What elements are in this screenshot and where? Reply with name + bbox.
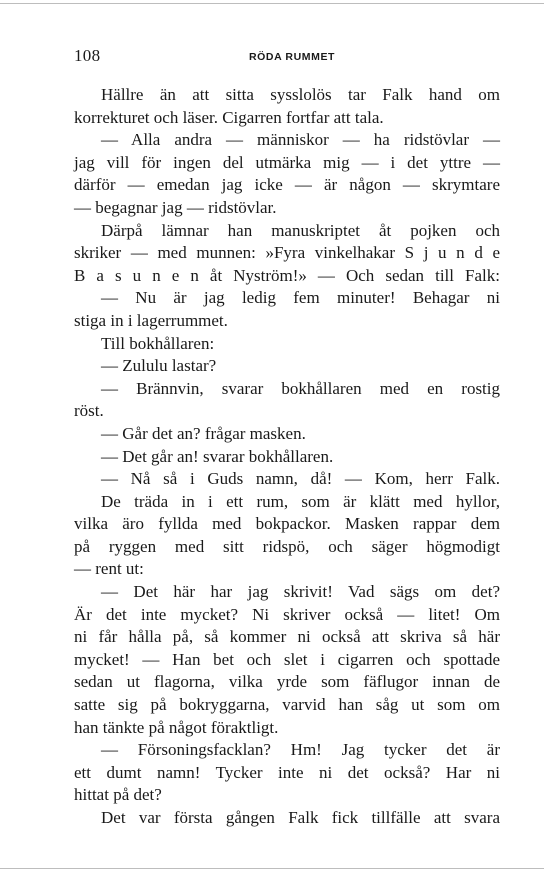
text-line: De träda in i ett rum, som är klätt med hyllor, <box>101 491 500 511</box>
page-bottom-edge <box>0 868 544 869</box>
text-line: — Nå så i Guds namn, då! — Kom, herr Falk. <box>101 469 500 489</box>
text-line: ni får hålla på, så kommer ni också att skriva så här <box>74 627 500 647</box>
page-top-edge <box>0 3 544 4</box>
text-line: sedan ut flagorna, vilka yrde som fäflugor innan de <box>74 672 500 692</box>
text-line: på ryggen med sitt ridspö, och säger högmodigt <box>74 536 500 556</box>
text-line: — Brännvin, svarar bokhållaren med en rostig <box>101 378 500 398</box>
text-line: röst. <box>74 401 104 421</box>
text-line: — Går det an? frågar masken. <box>101 423 306 443</box>
text-line: korrekturet och läser. Cigarren fortfar att tala. <box>74 107 384 127</box>
text-line: hittat på det? <box>74 785 162 805</box>
text-line: han tänkte på något föraktligt. <box>74 717 279 737</box>
text-line: — begagnar jag — ridstövlar. <box>74 197 277 217</box>
text-line: — Zululu lastar? <box>101 356 217 376</box>
text-line: satte sig på bokryggarna, varvid han såg ut som om <box>74 695 500 715</box>
text-line: Därpå lämnar han manuskriptet åt pojken och <box>101 220 500 240</box>
text-line: Det var första gången Falk fick tillfälle att svara <box>101 808 500 827</box>
text-line: — Det här har jag skrivit! Vad sägs om det? <box>101 582 500 602</box>
text-line: Är det inte mycket? Ni skriver också — litet! Om <box>74 604 500 624</box>
text-line: — Försoningsfacklan? Hm! Jag tycker det är <box>101 740 500 760</box>
text-line: — rent ut: <box>74 559 144 579</box>
text-line: mycket! — Han bet och slet i cigarren och spottade <box>74 649 500 669</box>
text-line: stiga in i lagerrummet. <box>74 310 228 330</box>
running-title: RÖDA RUMMET <box>248 51 336 63</box>
text-line: Hällre än att sitta sysslolös tar Falk hand om <box>101 85 500 104</box>
text-line: därför — emedan jag icke — är någon — skrymtare <box>74 175 500 195</box>
text-line: — Nu är jag ledig fem minuter! Behagar ni <box>101 288 500 308</box>
text-line: skriker — med munnen: »Fyra vinkelhakar S j u n d e <box>74 243 500 263</box>
text-line: vilka äro fyllda med bokpackor. Masken rappar dem <box>74 514 500 534</box>
text-line: ett dumt namn! Tycker inte ni det också? Har ni <box>74 762 500 782</box>
text-line: B a s u n e n åt Nyström!» — Och sedan till Falk: <box>74 265 500 285</box>
text-line: — Det går an! svarar bokhållaren. <box>101 446 334 466</box>
page-header <box>74 46 500 68</box>
text-line: Till bokhållaren: <box>101 333 215 353</box>
text-line: — Alla andra — människor — ha ridstövlar — <box>101 130 500 150</box>
page-number: 108 <box>74 46 101 65</box>
text-line: jag vill för ingen del utmärka mig — i det yttre — <box>74 152 500 172</box>
body-text <box>74 84 500 830</box>
